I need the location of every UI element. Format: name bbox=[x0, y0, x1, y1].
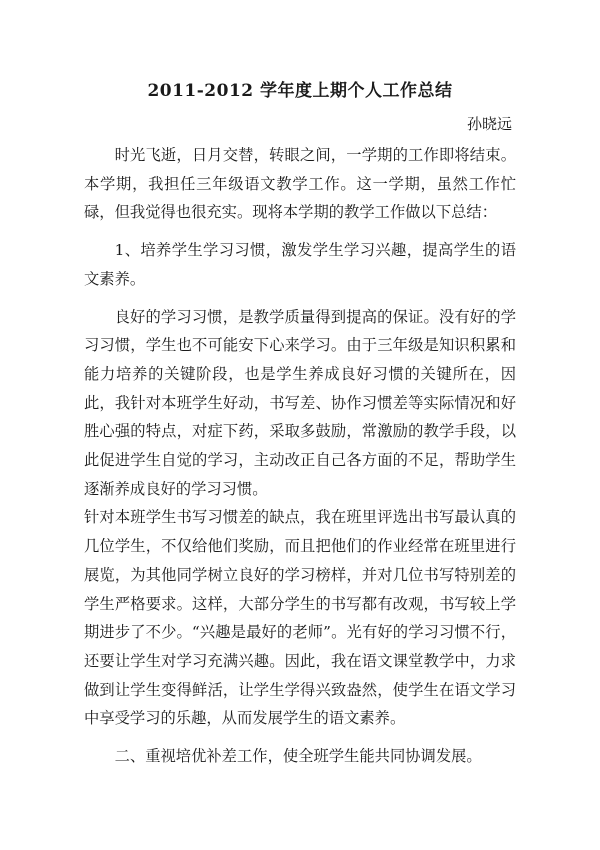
author-name: 孙晓远 bbox=[466, 115, 512, 133]
document-body bbox=[84, 141, 516, 771]
handwriting-paragraph: 针对本班学生书写习惯差的缺点，我在班里评选出书写最认真的几位学生，不仅给他们奖励，而且把他们的作业经常在班里进行展览，为其他同学树立良好的学习榜样，并对几位书写特别差的学生严格要求。这样，大部分学生的书写都有改观，书写较上学期进步了不少。“兴趣是最好的老师”。光有好的学习习惯不行，还要让学生对学习充满兴趣。因此，我在语文课堂教学中，力求做到让学生变得鲜活，让学生学得兴致盎然，使学生在语文学习中享受学习的乐趣，从而发展学生的语文素养。 bbox=[84, 508, 516, 728]
section-heading-2: 二、重视培优补差工作，使全班学生能共同协调发展。 bbox=[114, 747, 482, 766]
habits-paragraph: 良好的学习习惯，是教学质量得到提高的保证。没有好的学习习惯，学生也不可能安下心来学习。由于三年级是知识积累和能力培养的关键阶段，也是学生养成良好习惯的关键所在，因此，我针对本班学生好动，书写差、协作习惯差等实际情况和好胜心强的特点，对症下药，采取多鼓励，常激励的教学手段，以此促进学生自觉的学习，主动改正自己各方面的不足，帮助学生逐渐养成良好的学习习惯。 bbox=[84, 307, 516, 498]
section-heading-1: 1、培养学生学习习惯，激发学生学习兴趣，提高学生的语文素养。 bbox=[84, 241, 516, 288]
intro-paragraph: 时光飞逝，日月交替，转眼之间，一学期的工作即将结束。本学期，我担任三年级语文教学工作。这一学期，虽然工作忙碌，但我觉得也很充实。现将本学期的教学工作做以下总结： bbox=[84, 146, 516, 222]
document-title: 2011-2012 学年度上期个人工作总结 bbox=[147, 81, 453, 101]
